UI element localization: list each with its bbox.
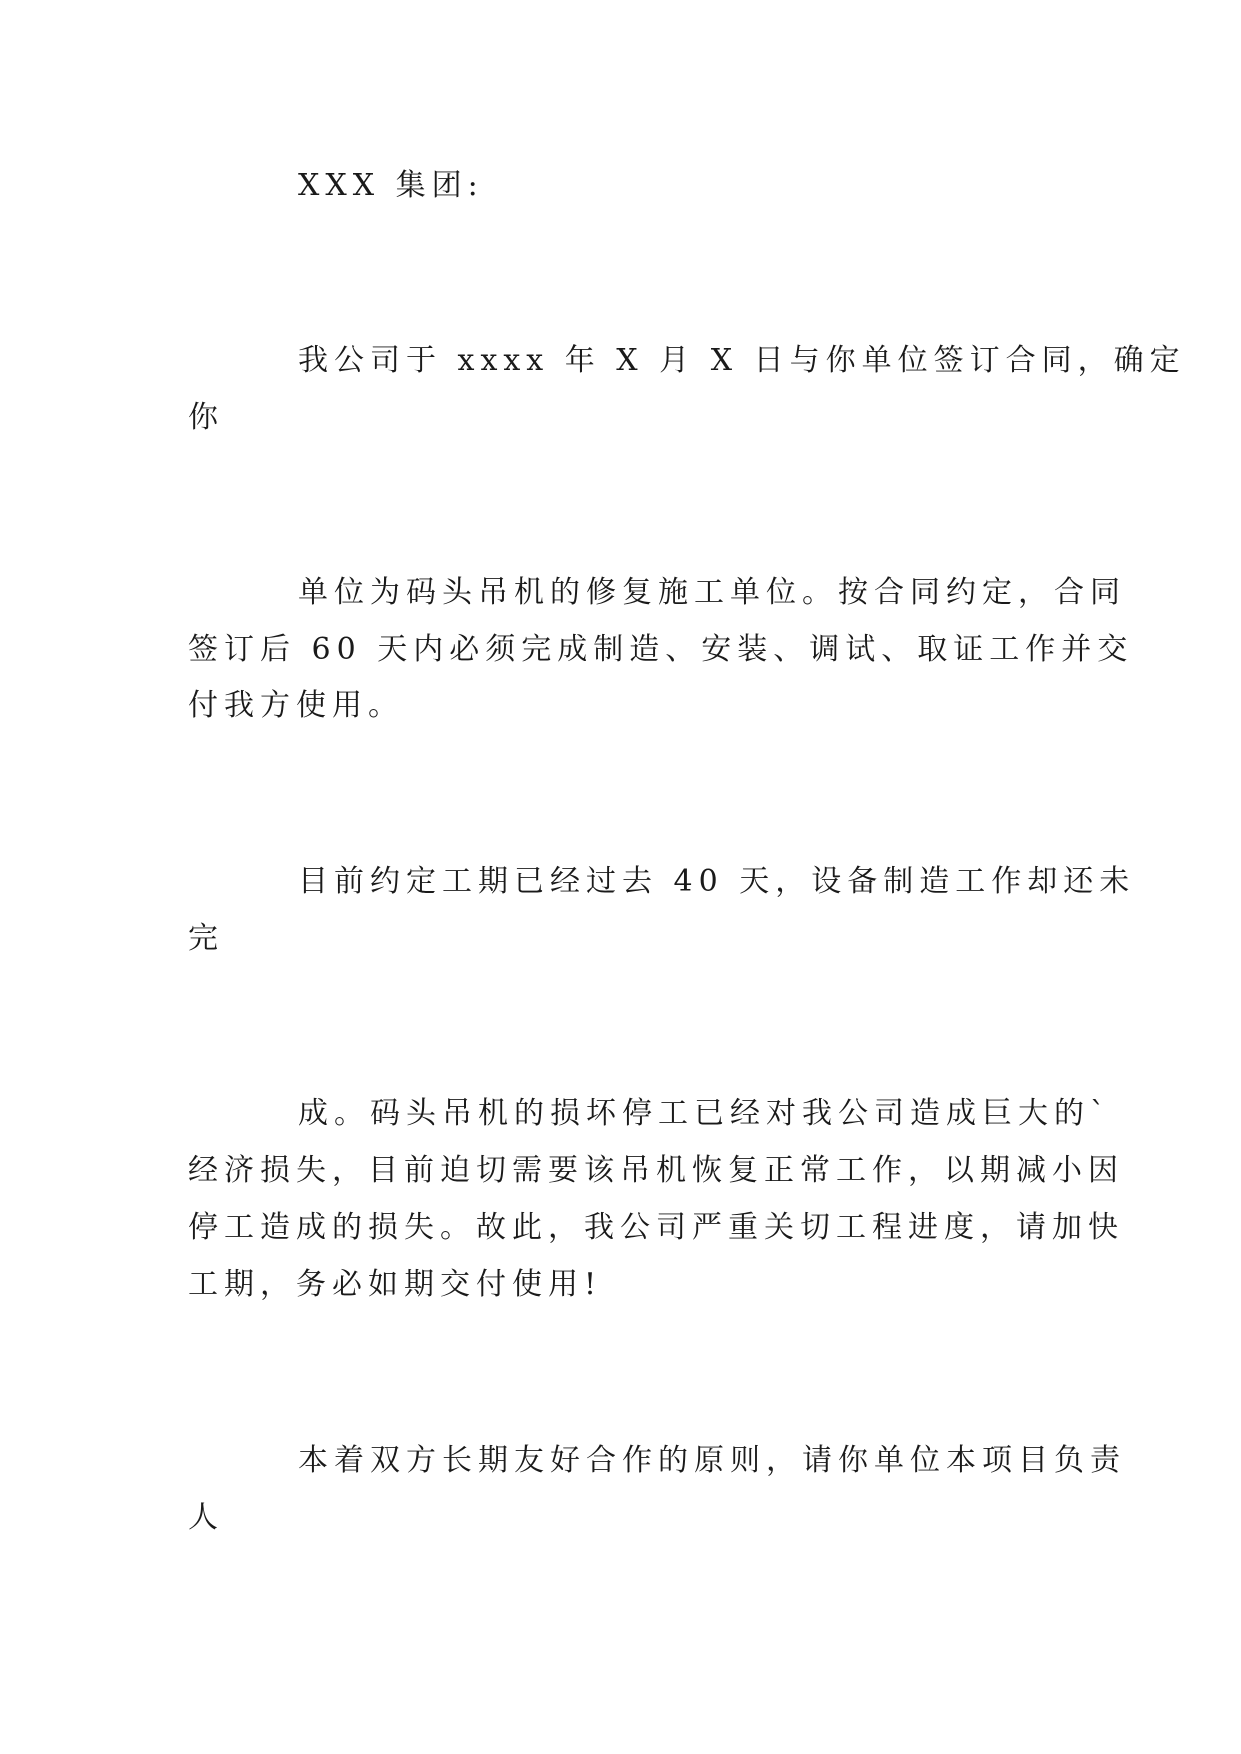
paragraph-line: 目前约定工期已经过去 40 天，设备制造工作却还未 bbox=[298, 864, 1136, 899]
paragraph-line: 单位为码头吊机的修复施工单位。按合同约定，合同 bbox=[298, 575, 1126, 610]
paragraph-line: 人 bbox=[188, 1500, 224, 1535]
salutation: XXX 集团: bbox=[298, 168, 484, 203]
paragraph-line: 本着双方长期友好合作的原则，请你单位本项目负责 bbox=[298, 1443, 1126, 1478]
paragraph-line: 你 bbox=[188, 400, 224, 435]
paragraph-line: 成。码头吊机的损坏停工已经对我公司造成巨大的` bbox=[298, 1096, 1111, 1131]
paragraph-line: 停工造成的损失。故此，我公司严重关切工程进度，请加快 bbox=[188, 1210, 1124, 1245]
paragraph-line: 签订后 60 天内必须完成制造、安装、调试、取证工作并交 bbox=[188, 632, 1134, 667]
paragraph-line: 付我方使用。 bbox=[188, 688, 404, 723]
paragraph-line: 工期，务必如期交付使用! bbox=[188, 1267, 603, 1302]
paragraph-line: 我公司于 xxxx 年 X 月 X 日与你单位签订合同，确定 bbox=[298, 343, 1186, 378]
paragraph-line: 完 bbox=[188, 921, 224, 956]
paragraph-line: 经济损失，目前迫切需要该吊机恢复正常工作，以期减小因 bbox=[188, 1153, 1124, 1188]
